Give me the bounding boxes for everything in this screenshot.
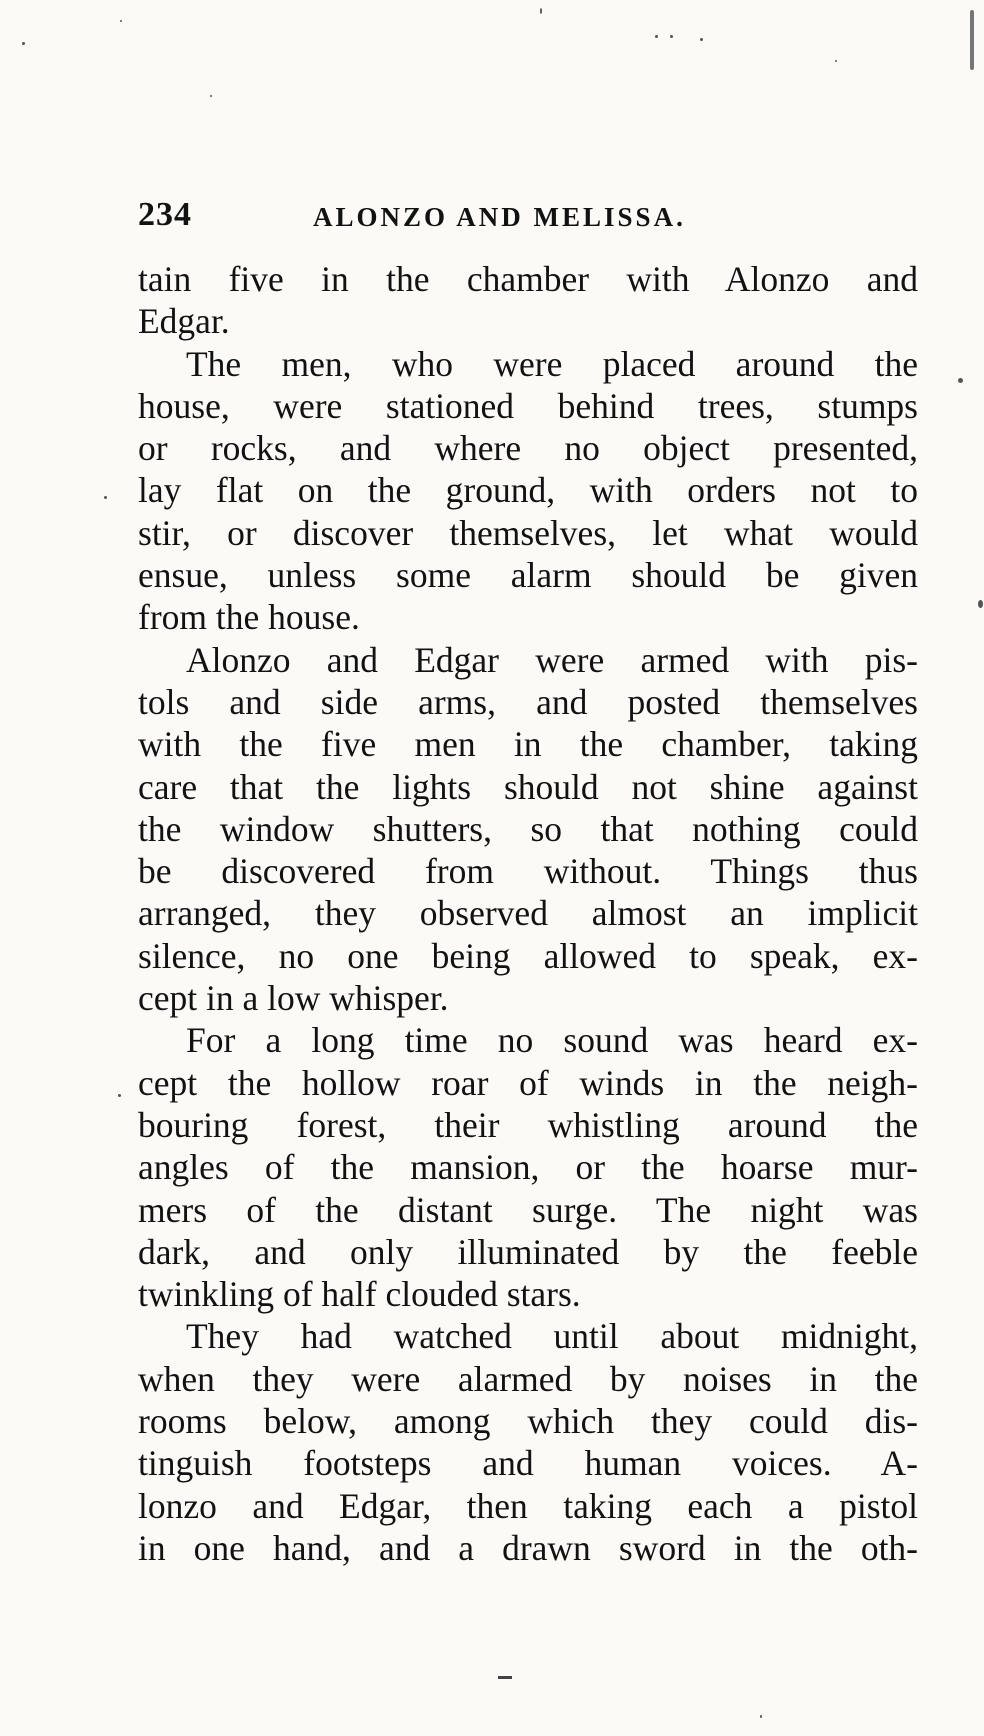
text-line: when they were alarmed by noises in the <box>138 1358 918 1399</box>
text-line: cept the hollow roar of winds in the neigh- <box>138 1062 918 1103</box>
text-line: cept in a low whisper. <box>138 978 449 1019</box>
text-line: silence, no one being allowed to speak, ex- <box>138 935 918 976</box>
text-line: tols and side arms, and posted themselves <box>138 681 918 722</box>
page-header <box>138 196 918 240</box>
text-line: For a long time no sound was heard ex- <box>186 1020 918 1061</box>
text-line: bouring forest, their whistling around the <box>138 1104 918 1145</box>
scan-speck <box>104 496 107 499</box>
scan-speck <box>958 378 963 383</box>
text-line: be discovered from without. Things thus <box>138 851 918 892</box>
text-line: care that the lights should not shine against <box>138 766 918 807</box>
text-line: or rocks, and where no object presented, <box>138 428 918 469</box>
text-line: house, were stationed behind trees, stumps <box>138 385 918 426</box>
scan-speck <box>120 20 122 22</box>
text-line: lonzo and Edgar, then taking each a pistol <box>138 1485 918 1526</box>
text-line: dark, and only illuminated by the feeble <box>138 1231 918 1272</box>
text-line: angles of the mansion, or the hoarse mur- <box>138 1147 918 1188</box>
scan-speck <box>210 95 212 97</box>
scan-speck <box>670 35 673 38</box>
scan-speck <box>118 1094 121 1097</box>
text-line: rooms below, among which they could dis- <box>138 1401 918 1442</box>
scan-speck <box>22 42 25 45</box>
scan-speck <box>655 35 658 38</box>
text-line: Alonzo and Edgar were armed with pis- <box>186 639 918 680</box>
page-number: 234 <box>138 196 192 233</box>
text-line: twinkling of half clouded stars. <box>138 1274 581 1315</box>
text-line: arranged, they observed almost an implicit <box>138 893 918 934</box>
scan-speck <box>540 8 542 14</box>
text-line: with the five men in the chamber, taking <box>138 724 918 765</box>
scan-speck <box>760 1715 762 1718</box>
ink-mark <box>498 1676 512 1679</box>
text-line: tinguish footsteps and human voices. A- <box>138 1443 918 1484</box>
text-line: They had watched until about midnight, <box>186 1316 918 1357</box>
text-line: from the house. <box>138 597 360 638</box>
scan-speck <box>700 38 703 41</box>
scan-speck <box>835 60 837 62</box>
scan-speck <box>970 10 974 70</box>
running-title: ALONZO AND MELISSA. <box>313 202 686 232</box>
text-line: lay flat on the ground, with orders not to <box>138 470 918 511</box>
text-line: The men, who were placed around the <box>186 343 918 384</box>
text-line: mers of the distant surge. The night was <box>138 1189 918 1230</box>
scan-speck <box>978 600 983 608</box>
text-line: Edgar. <box>138 301 230 342</box>
body-text <box>138 258 918 1569</box>
text-line: in one hand, and a drawn sword in the oth- <box>138 1527 918 1568</box>
text-line: tain five in the chamber with Alonzo and <box>138 259 918 299</box>
text-line: ensue, unless some alarm should be given <box>138 555 918 596</box>
text-line: the window shutters, so that nothing could <box>138 808 918 849</box>
text-line: stir, or discover themselves, let what would <box>138 512 918 553</box>
